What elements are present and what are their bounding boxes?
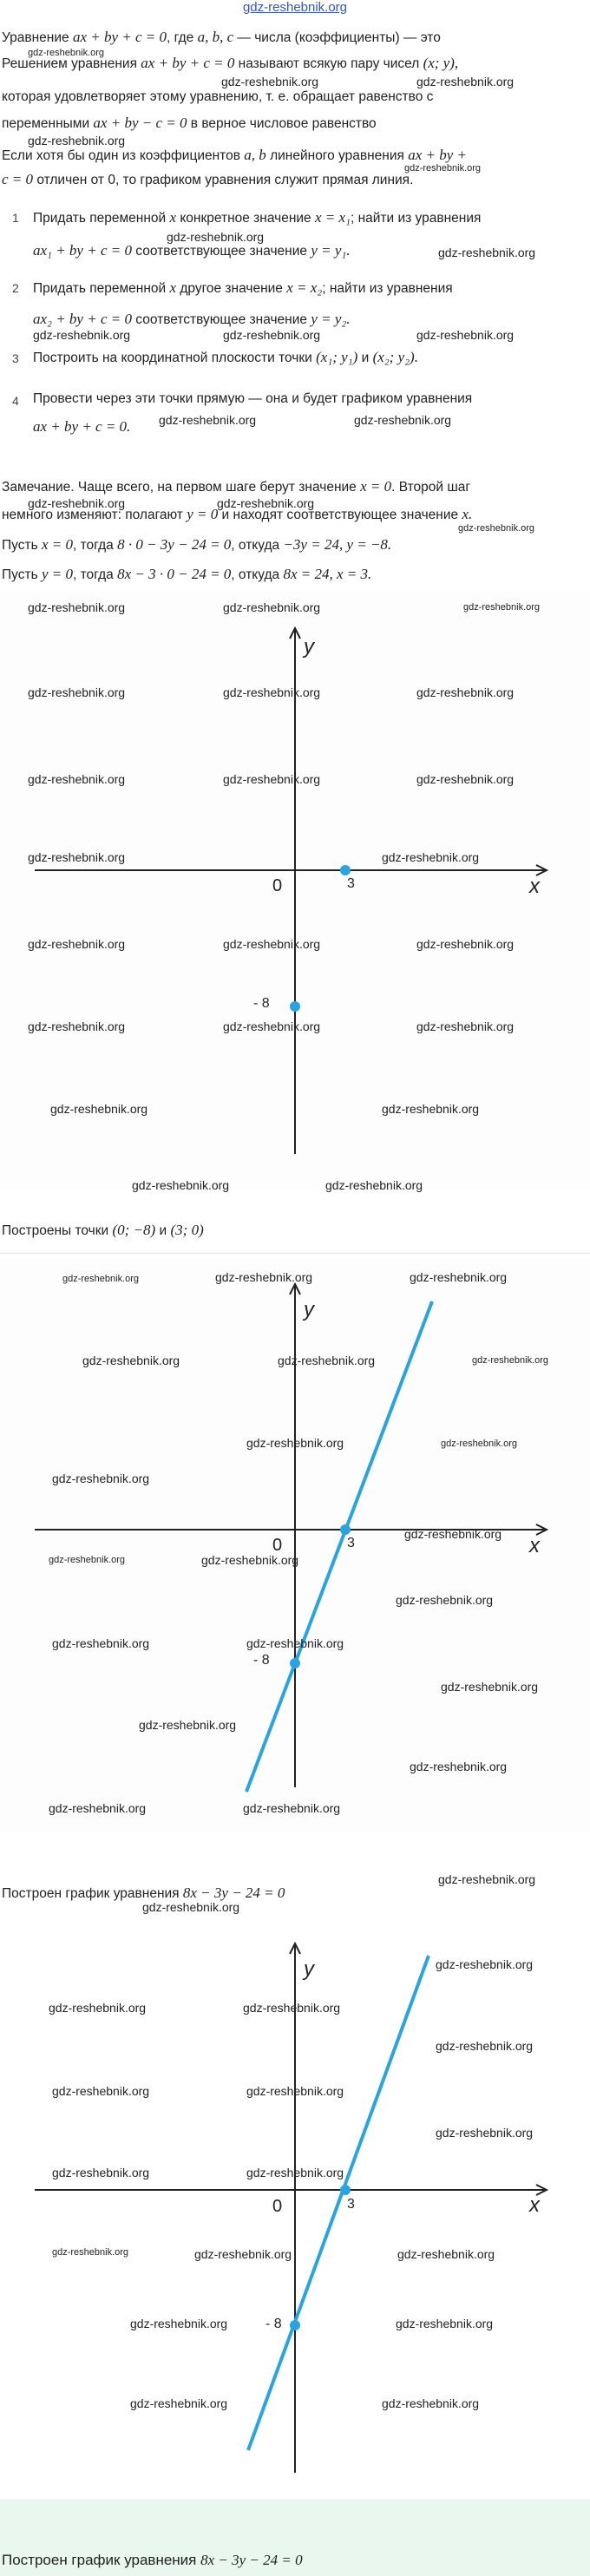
watermark: gdz-reshebnik.org xyxy=(52,2084,150,2098)
step-number: 2 xyxy=(12,281,19,295)
tick-label-y: - 8 xyxy=(253,1653,270,1668)
equation: x = 0 xyxy=(360,478,392,495)
watermark: gdz-reshebnik.org xyxy=(139,1718,237,1732)
watermark: gdz-reshebnik.org xyxy=(246,2166,344,2179)
variables: a, b, c xyxy=(197,29,234,45)
point: (0; −8) xyxy=(112,1222,156,1238)
tick-label-y: - 8 xyxy=(253,996,270,1011)
watermark: gdz-reshebnik.org xyxy=(33,328,131,342)
watermark: gdz-reshebnik.org xyxy=(167,230,265,244)
equation: y = 0 xyxy=(187,506,219,522)
watermark: gdz-reshebnik.org xyxy=(28,850,126,864)
origin-label: 0 xyxy=(272,1536,283,1555)
watermark: gdz-reshebnik.org xyxy=(396,1593,494,1607)
watermark: gdz-reshebnik.org xyxy=(49,1555,126,1565)
watermark: gdz-reshebnik.org xyxy=(243,2001,341,2015)
watermark: gdz-reshebnik.org xyxy=(416,328,515,342)
graph-line-1-svg xyxy=(0,1258,590,1831)
text: и xyxy=(155,1223,171,1238)
equation: y = 0 xyxy=(41,566,73,582)
watermark: gdz-reshebnik.org xyxy=(441,1439,518,1449)
watermark: gdz-reshebnik.org xyxy=(62,1274,140,1284)
watermark: gdz-reshebnik.org xyxy=(436,2126,534,2140)
equation: 8x − 3y − 24 = 0 xyxy=(200,2552,303,2568)
watermark: gdz-reshebnik.org xyxy=(416,1019,515,1033)
text: в верное числовое равенство xyxy=(187,116,377,131)
step-1-line-2 xyxy=(33,242,351,259)
watermark: gdz-reshebnik.org xyxy=(243,1801,341,1815)
watermark: gdz-reshebnik.org xyxy=(325,1178,423,1192)
watermark: gdz-reshebnik.org xyxy=(438,246,536,259)
text: и xyxy=(357,351,373,365)
step-4-line-2 xyxy=(33,418,130,436)
intro-line-1 xyxy=(2,28,585,48)
watermark: gdz-reshebnik.org xyxy=(223,937,321,951)
text: другое значение xyxy=(176,281,287,296)
text: Пусть xyxy=(2,567,42,582)
pair: (x; y), xyxy=(423,55,459,71)
watermark: gdz-reshebnik.org xyxy=(142,1900,240,1914)
equation: ax + by + c = 0. xyxy=(33,418,131,435)
watermark: gdz-reshebnik.org xyxy=(246,2084,344,2098)
step-2-line-2 xyxy=(33,311,351,328)
equation: 8x − 3y − 24 = 0 xyxy=(182,1884,285,1901)
equation: x = x₂ xyxy=(286,279,323,296)
watermark: gdz-reshebnik.org xyxy=(436,1957,534,1971)
watermark: gdz-reshebnik.org xyxy=(441,1680,539,1694)
intro-line-2 xyxy=(2,54,585,74)
text: , откуда xyxy=(231,567,284,582)
axis-label-y: y xyxy=(304,1298,314,1321)
axis-label-y: y xyxy=(304,1957,314,1981)
watermark: gdz-reshebnik.org xyxy=(28,685,126,699)
variable: x xyxy=(169,279,177,296)
equation: ax + by + c = 0 xyxy=(141,55,235,71)
variable: x. xyxy=(462,506,473,522)
watermark: gdz-reshebnik.org xyxy=(278,1354,376,1367)
watermark: gdz-reshebnik.org xyxy=(223,685,321,699)
watermark: gdz-reshebnik.org xyxy=(221,75,319,88)
intro-line-4 xyxy=(2,114,585,134)
watermark: gdz-reshebnik.org xyxy=(410,1760,508,1773)
text: , где xyxy=(167,30,198,45)
watermark: gdz-reshebnik.org xyxy=(397,2247,495,2261)
equation: ax + by + c = 0 xyxy=(72,29,167,45)
equation: ax₂ + by + c = 0 xyxy=(33,311,132,327)
origin-label: 0 xyxy=(272,2197,283,2216)
equation: y = y₁. xyxy=(311,242,351,259)
text: Решением уравнения xyxy=(2,56,141,71)
watermark: gdz-reshebnik.org xyxy=(28,772,126,786)
step-2-line-1 xyxy=(33,279,453,297)
equation: (x₁; y₁) xyxy=(316,349,358,365)
watermark: gdz-reshebnik.org xyxy=(28,134,126,147)
text: линейного уравнения xyxy=(266,148,409,163)
watermark: gdz-reshebnik.org xyxy=(28,48,105,58)
point-3-0 xyxy=(340,2185,351,2195)
text: ; найти из уравнения xyxy=(322,281,453,296)
step-number: 3 xyxy=(12,351,19,365)
watermark: gdz-reshebnik.org xyxy=(410,1270,508,1284)
watermark: gdz-reshebnik.org xyxy=(52,2247,129,2258)
equation: 8x = 24, x = 3. xyxy=(283,566,372,582)
watermark: gdz-reshebnik.org xyxy=(28,496,126,510)
axis-label-x: x xyxy=(529,2193,540,2217)
watermark: gdz-reshebnik.org xyxy=(217,496,315,510)
text: — числа (коэффициенты) — это xyxy=(233,30,441,45)
watermark: gdz-reshebnik.org xyxy=(82,1354,180,1367)
watermark: gdz-reshebnik.org xyxy=(50,1102,148,1116)
watermark: gdz-reshebnik.org xyxy=(49,2001,147,2015)
tick-label-y: - 8 xyxy=(266,2317,282,2331)
watermark: gdz-reshebnik.org xyxy=(382,850,480,864)
watermark: gdz-reshebnik.org xyxy=(438,1872,536,1886)
axis-label-x: x xyxy=(529,1534,540,1557)
watermark: gdz-reshebnik.org xyxy=(201,1553,299,1567)
step-number: 1 xyxy=(12,211,19,225)
step-number: 4 xyxy=(12,394,19,408)
watermark: gdz-reshebnik.org xyxy=(223,328,321,342)
watermark: gdz-reshebnik.org xyxy=(463,602,541,613)
text: ; найти из уравнения xyxy=(350,211,482,226)
watermark: gdz-reshebnik.org xyxy=(416,685,515,699)
watermark: gdz-reshebnik.org xyxy=(28,937,126,951)
watermark: gdz-reshebnik.org xyxy=(49,1801,147,1815)
step-1-line-1 xyxy=(33,209,481,226)
watermark: gdz-reshebnik.org xyxy=(132,1178,230,1192)
watermark: gdz-reshebnik.org xyxy=(416,75,515,88)
watermark: gdz-reshebnik.org xyxy=(472,1355,549,1366)
text: Замечание. Чаще всего, на первом шаге берут значение xyxy=(2,480,361,495)
intro-line-6 xyxy=(2,170,585,190)
watermark: gdz-reshebnik.org xyxy=(382,1102,480,1116)
origin-label: 0 xyxy=(272,876,283,895)
watermark: gdz-reshebnik.org xyxy=(458,523,535,534)
text: соответствующее значение xyxy=(131,312,311,327)
watermark: gdz-reshebnik.org xyxy=(396,2317,494,2330)
point-0-minus8 xyxy=(290,1658,300,1668)
watermark: gdz-reshebnik.org xyxy=(223,600,321,614)
watermark: gdz-reshebnik.org xyxy=(246,1436,344,1450)
graph-line-1 xyxy=(0,1258,590,1831)
watermark: gdz-reshebnik.org xyxy=(194,2247,292,2261)
text: , откуда xyxy=(231,538,284,553)
caption-graph-1 xyxy=(2,1884,285,1902)
equation: ax + by + xyxy=(408,147,467,163)
note-line-2 xyxy=(2,505,585,525)
axis-label-x: x xyxy=(529,875,540,898)
watermark: gdz-reshebnik.org xyxy=(354,413,452,427)
graph-points xyxy=(0,590,590,1192)
text: соответствующее значение xyxy=(131,244,311,259)
tick-label-x: 3 xyxy=(347,2197,355,2212)
text: Если хотя бы один из коэффициентов xyxy=(2,148,245,163)
intro-line-3: которая удовлетворяет этому уравнению, т. е. обращает равенство с xyxy=(2,89,434,104)
text: Уравнение xyxy=(2,30,73,45)
note-line-1 xyxy=(2,477,585,497)
tick-label-x: 3 xyxy=(347,1536,355,1550)
text: Придать переменной xyxy=(33,281,170,296)
watermark: gdz-reshebnik.org xyxy=(52,1636,150,1650)
equation: 8 · 0 − 3y − 24 = 0 xyxy=(117,536,232,553)
equation: ax₁ + by + c = 0 xyxy=(33,242,132,259)
watermark: gdz-reshebnik.org xyxy=(404,1527,502,1541)
watermark: gdz-reshebnik.org xyxy=(52,1472,150,1485)
calc-line-2 xyxy=(2,565,585,585)
watermark: gdz-reshebnik.org xyxy=(28,1019,126,1033)
equation: x = x₁ xyxy=(314,209,351,226)
text: , тогда xyxy=(72,567,118,582)
watermark: gdz-reshebnik.org xyxy=(223,772,321,786)
point: (3; 0) xyxy=(170,1222,204,1238)
tick-label-x: 3 xyxy=(347,876,355,891)
equation: ax + by − c = 0 xyxy=(93,115,187,131)
equation: x = 0 xyxy=(41,536,73,553)
intro-line-5 xyxy=(2,146,585,166)
watermark: gdz-reshebnik.org xyxy=(28,600,126,614)
watermark: gdz-reshebnik.org xyxy=(215,1270,313,1284)
watermark: gdz-reshebnik.org xyxy=(52,2166,150,2179)
variable: x xyxy=(169,209,177,226)
text: . Второй шаг xyxy=(391,480,471,495)
text: Построить на координатной плоскости точки xyxy=(33,351,317,365)
equation: (x₂; y₂). xyxy=(372,349,418,365)
graph-line-2 xyxy=(0,1917,590,2499)
point-3-0 xyxy=(340,865,351,875)
watermark: gdz-reshebnik.org xyxy=(404,163,482,174)
watermark: gdz-reshebnik.org xyxy=(416,937,515,951)
variables: a, b xyxy=(244,147,266,163)
watermark: gdz-reshebnik.org xyxy=(382,2396,480,2410)
separator xyxy=(0,1253,590,1254)
text: конкретное значение xyxy=(176,211,315,226)
graph-points-svg xyxy=(0,590,590,1189)
point-0-minus8 xyxy=(290,2320,300,2330)
text: , тогда xyxy=(72,538,118,553)
text: и находят соответствующее значение xyxy=(218,508,462,522)
watermark: gdz-reshebnik.org xyxy=(246,1636,344,1650)
text: отличен от 0, то графиком уравнения служит прямая линия. xyxy=(33,173,414,187)
caption-graph-2 xyxy=(2,2552,303,2569)
equation: 8x − 3 · 0 − 24 = 0 xyxy=(117,566,232,582)
text: Построены точки xyxy=(2,1223,113,1238)
watermark: gdz-reshebnik.org xyxy=(223,1019,321,1033)
watermark: gdz-reshebnik.org xyxy=(130,2396,228,2410)
point-0-minus8 xyxy=(290,1001,300,1012)
watermark: gdz-reshebnik.org xyxy=(416,772,515,786)
axis-label-y: y xyxy=(304,635,314,659)
text: называют всякую пару чисел xyxy=(234,56,423,71)
text: Пусть xyxy=(2,538,42,553)
equation: c = 0 xyxy=(2,171,34,187)
text: Придать переменной xyxy=(33,211,170,226)
text: переменными xyxy=(2,116,94,131)
text: немного изменяют: полагают xyxy=(2,508,187,522)
point-3-0 xyxy=(340,1524,351,1535)
step-3-line xyxy=(33,349,418,366)
watermark: gdz-reshebnik.org xyxy=(159,413,257,427)
caption-points xyxy=(2,1222,204,1239)
equation: −3y = 24, y = −8. xyxy=(283,536,392,553)
calc-line-1 xyxy=(2,535,585,555)
step-4-line-1: Провести через эти точки прямую — она и будет графиком уравнения xyxy=(33,391,473,406)
text: Построен график уравнения xyxy=(2,1886,183,1901)
watermark: gdz-reshebnik.org xyxy=(130,2317,228,2330)
site-link[interactable]: gdz-reshebnik.org xyxy=(242,0,348,15)
equation: y = y₂. xyxy=(311,311,351,327)
watermark: gdz-reshebnik.org xyxy=(436,2039,534,2053)
text: Построен график уравнения xyxy=(2,2552,201,2568)
